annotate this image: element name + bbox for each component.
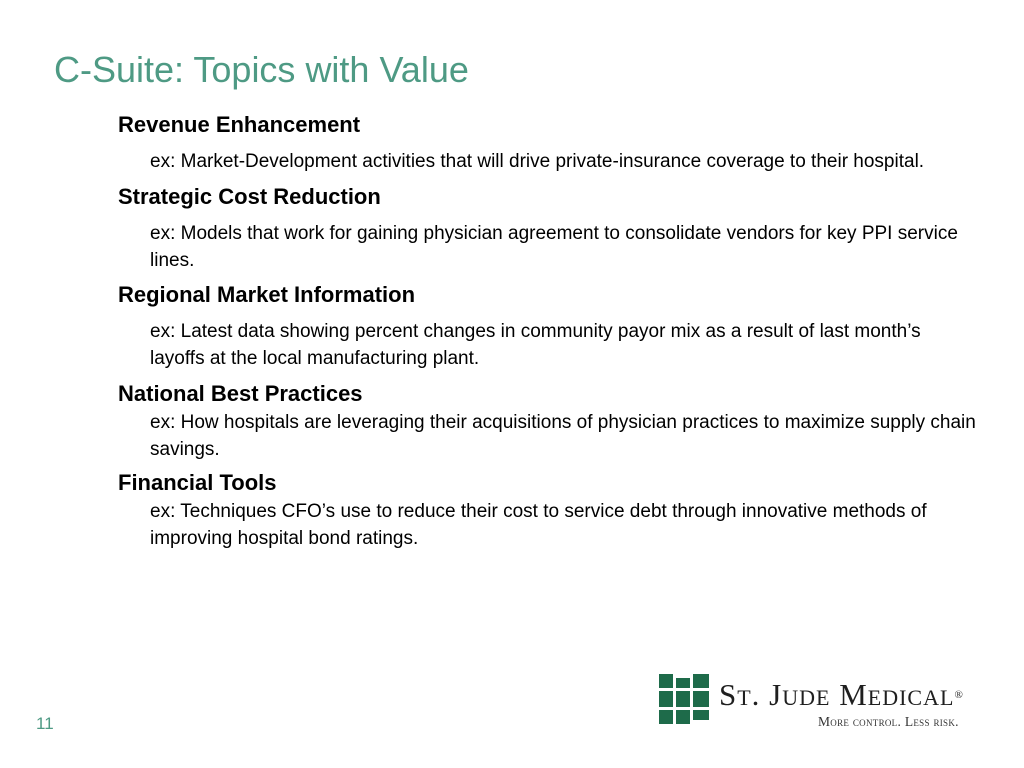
logo-mark-cell	[693, 691, 709, 707]
topic-item	[118, 380, 988, 463]
topic-example: ex: Market-Development activities that will drive private-insurance coverage to their hospital.	[150, 151, 925, 172]
company-logo	[659, 674, 989, 730]
logo-mark-cell	[659, 691, 673, 707]
topic-list	[118, 111, 988, 552]
topic-heading: Regional Market Information	[118, 282, 416, 307]
logo-mark-cell	[693, 674, 709, 688]
topic-example: ex: Techniques CFO’s use to reduce their cost to service debt through innovative methods of improving hospital bond ratings.	[150, 501, 927, 549]
page-number: 11	[36, 714, 54, 733]
topic-heading: Strategic Cost Reduction	[118, 184, 381, 209]
topic-example: ex: How hospitals are leveraging their acquisitions of physician practices to maximize supply chain savings.	[150, 412, 976, 460]
topic-heading: Revenue Enhancement	[118, 112, 361, 137]
topic-heading: Financial Tools	[118, 470, 277, 495]
logo-wordmark	[719, 678, 964, 712]
topic-heading: National Best Practices	[118, 381, 363, 406]
topic-example: ex: Latest data showing percent changes in community payor mix as a result of last month’s layoffs at the local manufacturing plant.	[150, 321, 921, 369]
topic-item	[118, 281, 988, 372]
grid-mark-icon	[659, 674, 709, 724]
slide-title: C-Suite: Topics with Value	[54, 49, 469, 90]
logo-mark-cell	[676, 691, 690, 707]
logo-mark-cell	[676, 678, 690, 688]
logo-mark-cell	[659, 710, 673, 724]
topic-item	[118, 111, 988, 175]
logo-mark-cell	[659, 674, 673, 688]
logo-name-text: St. Jude Medical	[719, 677, 955, 712]
logo-mark-cell	[693, 710, 709, 720]
topic-item	[118, 183, 988, 274]
logo-tagline: More control. Less risk.	[818, 714, 959, 729]
logo-mark-cell	[676, 710, 690, 724]
trademark-symbol: ®	[954, 689, 964, 701]
topic-item	[118, 469, 988, 552]
topic-example: ex: Models that work for gaining physician agreement to consolidate vendors for key PPI service lines.	[150, 223, 958, 271]
